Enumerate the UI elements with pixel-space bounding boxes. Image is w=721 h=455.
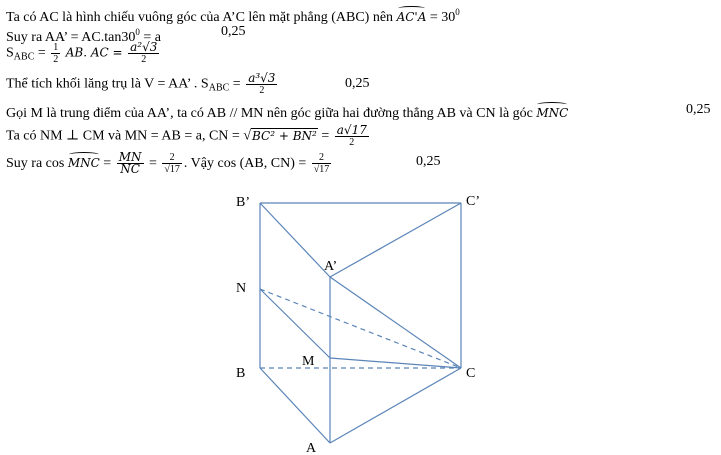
score-line-4: 0,25 <box>345 76 370 91</box>
equals-sign: = <box>149 156 157 171</box>
area-subscript: ABC <box>208 82 230 94</box>
label-c-prime: C’ <box>466 194 480 209</box>
line-7-text: Suy ra cos <box>6 156 65 171</box>
edge-aprime-cprime <box>330 203 461 277</box>
score-line-5: 0,25 <box>686 102 711 117</box>
score-line-2: 0,25 <box>221 24 246 39</box>
edge-a-c <box>330 368 461 443</box>
equals-sign: = <box>37 45 46 61</box>
label-a-prime: A’ <box>324 259 338 274</box>
fraction-denominator: √17 <box>164 164 180 176</box>
area-subscript: ABC <box>13 51 35 63</box>
degree-1: 0 <box>455 7 460 17</box>
fraction-denominator: 2 <box>53 54 59 65</box>
label-c: C <box>466 366 476 381</box>
angle-ac-a: AC'A <box>397 6 427 25</box>
equals-sign: = <box>232 76 241 92</box>
fraction-numerator: a³√3 <box>248 71 276 85</box>
fraction-numerator: a√17 <box>336 123 367 137</box>
line-7-mid: . Vậy cos (AB, CN) = <box>183 156 307 171</box>
segment-n-c-hidden <box>260 289 461 368</box>
label-a: A <box>306 441 317 455</box>
line-3-mid: AB. AC = <box>65 45 123 60</box>
fraction-numerator: 1 <box>53 42 59 53</box>
fraction-numerator: MN <box>118 150 142 165</box>
fraction-denominator: 2 <box>349 137 355 148</box>
equals-sign: = <box>321 128 330 144</box>
sqrt-sign: √ <box>243 128 251 144</box>
fraction-denominator: 2 <box>141 54 147 65</box>
line-2-text: Suy ra AA’ = AC.tan30 <box>6 30 136 45</box>
label-n: N <box>236 281 247 296</box>
label-b-prime: B’ <box>236 195 250 210</box>
line-5-text: Gọi M là trung điểm của AA’, ta có AB // MN nên góc giữa hai đường thẳng AB và CN là góc <box>6 106 533 121</box>
area-symbol: S <box>6 45 14 61</box>
label-m: M <box>302 354 315 369</box>
line-1-text: Ta có AC là hình chiếu vuông góc của A’C lên mặt phẳng (ABC) nên <box>6 10 394 25</box>
label-b: B <box>236 366 246 381</box>
equals-sign: = <box>103 156 112 171</box>
line-1-tail: = 30 <box>429 10 456 25</box>
edge-aprime-c <box>330 277 461 368</box>
fraction-numerator: 2 <box>312 152 332 164</box>
segment-m-c <box>330 358 461 368</box>
fraction-denominator: 2 <box>259 85 265 96</box>
edge-b-a <box>260 368 330 443</box>
score-line-7: 0,25 <box>416 154 441 169</box>
segment-n-m <box>260 289 330 358</box>
fraction-denominator: NC <box>120 162 140 177</box>
line-6-text: Ta có NM ⊥ CM và MN = AB = a, CN = <box>6 128 240 144</box>
sqrt-radicand: BC² + BN² <box>252 128 317 143</box>
angle-mnc-2: MNC <box>68 152 100 171</box>
line-4-text: Thể tích khối lăng trụ là V = AA’ . S <box>6 76 209 92</box>
edge-bprime-aprime <box>260 203 330 277</box>
fraction-numerator: 2 <box>162 152 182 164</box>
degree-2: 0 <box>135 27 140 37</box>
fraction-numerator: a²√3 <box>130 40 158 54</box>
fraction-denominator: √17 <box>313 164 330 176</box>
line-2-tail: = a <box>143 30 161 45</box>
angle-mnc: MNC <box>536 102 568 121</box>
